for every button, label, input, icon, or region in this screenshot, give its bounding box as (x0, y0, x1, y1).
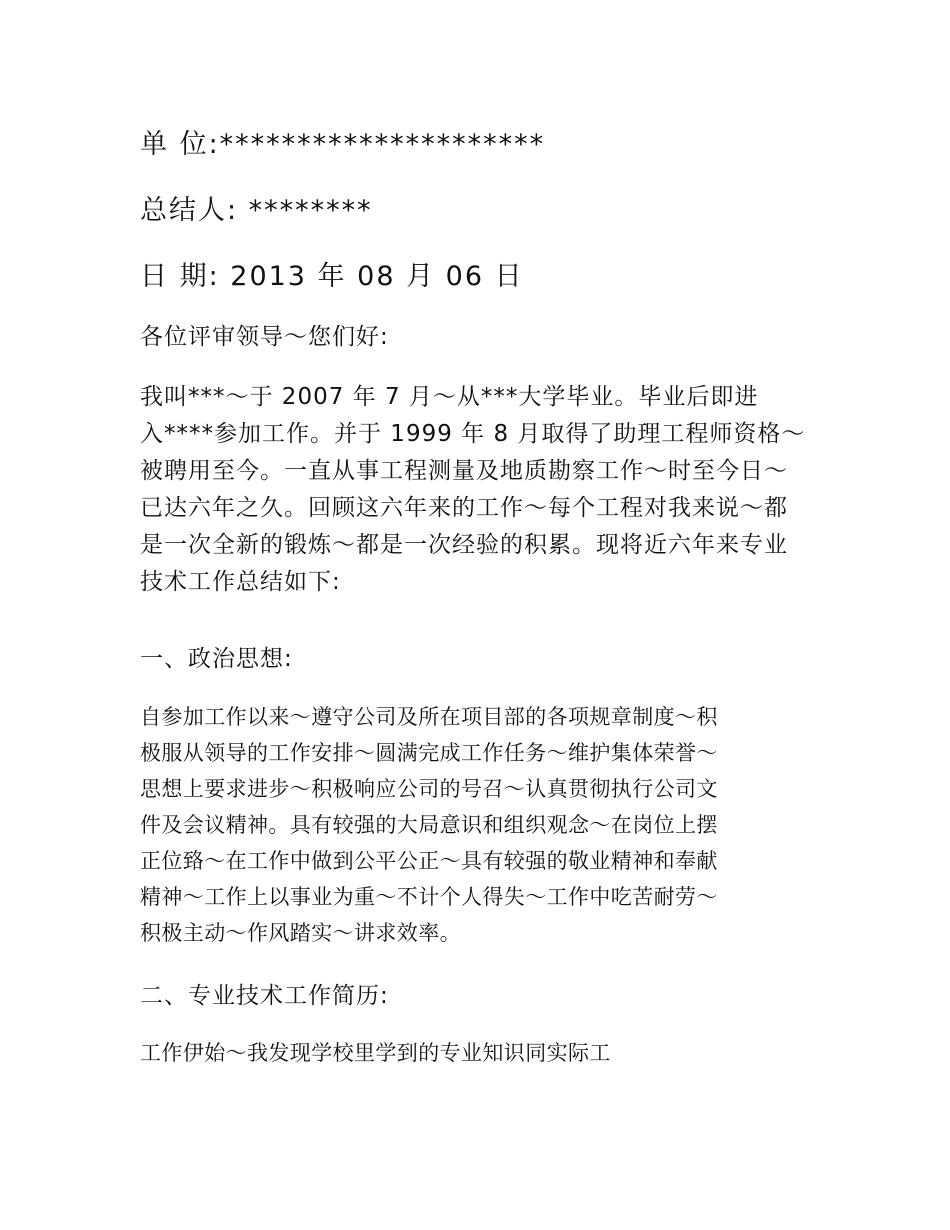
date-line: 日 期: 2013 年 08 月 06 日 (140, 261, 524, 292)
section2-line: 工作伊始～我发现学校里学到的专业知识同实际工 (140, 1041, 611, 1065)
section1-line: 件及会议精神。具有较强的大局意识和组织观念～在岗位上摆 (140, 813, 718, 837)
section1-line: 极服从领导的工作安排～圆满完成工作任务～维护集体荣誉～ (140, 741, 718, 765)
unit-line: 单 位:********************* (140, 129, 546, 160)
intro-line: 技术工作总结如下: (140, 569, 341, 595)
section-title-career: 二、专业技术工作简历: (140, 983, 389, 1009)
greeting: 各位评审领导～您们好: (140, 324, 389, 350)
intro-line: 入****参加工作。并于 1999 年 8 月取得了助理工程师资格～ (140, 421, 806, 447)
intro-line: 被聘用至今。一直从事工程测量及地质勘察工作～时至今日～ (140, 458, 788, 484)
intro-line: 是一次全新的锻炼～都是一次经验的积累。现将近六年来专业 (140, 532, 788, 558)
intro-line: 已达六年之久。回顾这六年来的工作～每个工程对我来说～都 (140, 495, 788, 521)
section1-line: 积极主动～作风踏实～讲求效率。 (140, 921, 461, 945)
section-title-politics: 一、政治思想: (140, 646, 293, 672)
section1-line: 自参加工作以来～遵守公司及所在项目部的各项规章制度～积 (140, 705, 718, 729)
section1-line: 精神～工作上以事业为重～不计个人得失～工作中吃苦耐劳～ (140, 885, 718, 909)
author-line: 总结人: ******** (140, 195, 373, 226)
intro-line: 我叫***～于 2007 年 7 月～从***大学毕业。毕业后即进 (140, 384, 759, 410)
section1-line: 思想上要求进步～积极响应公司的号召～认真贯彻执行公司文 (140, 777, 718, 801)
section1-line: 正位臵～在工作中做到公平公正～具有较强的敬业精神和奉献 (140, 849, 718, 873)
